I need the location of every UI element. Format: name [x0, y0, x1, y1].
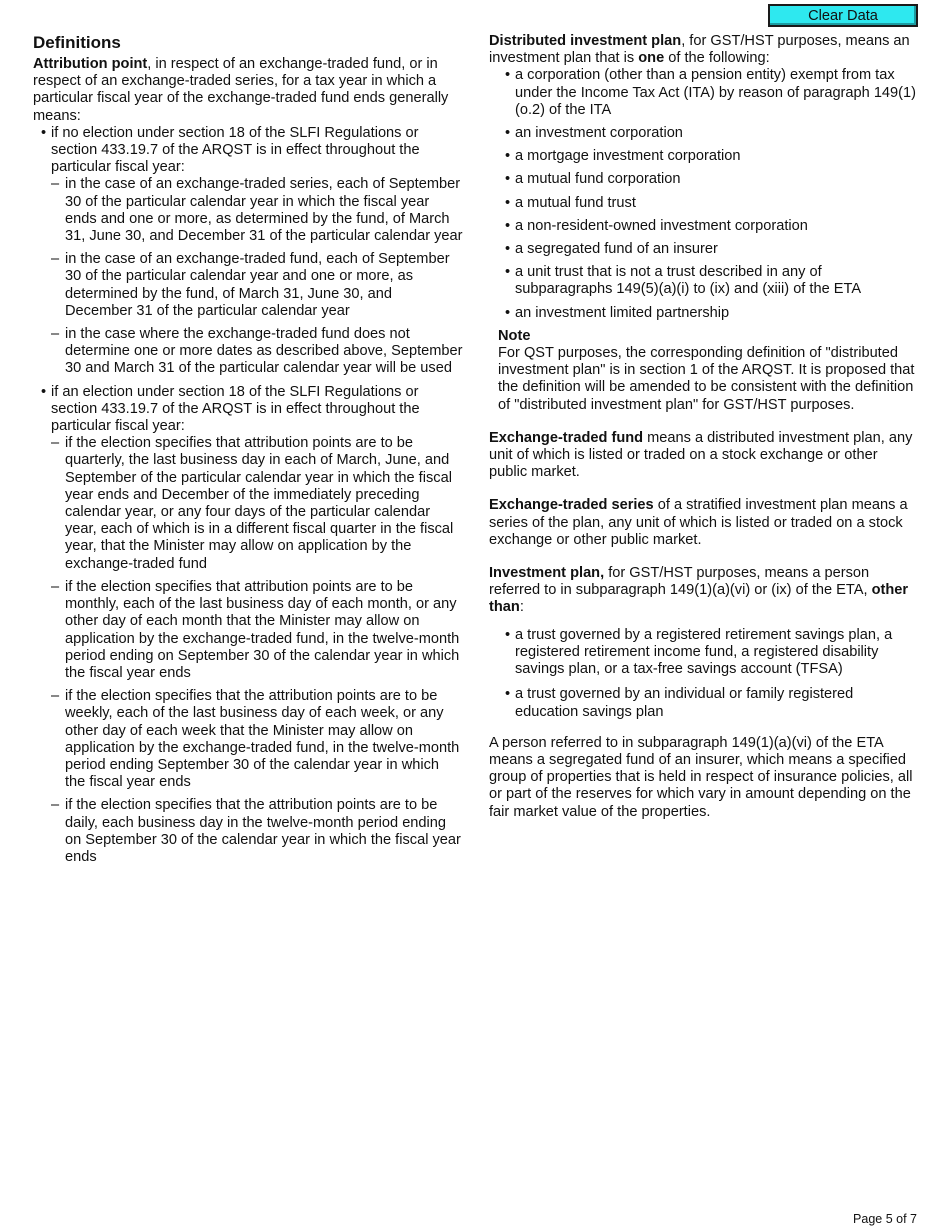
ip-term: Investment plan, — [489, 565, 605, 582]
list-item: • a mortgage investment corporation — [497, 148, 919, 165]
no-election-subitems — [51, 176, 463, 377]
distributed-investment-plan-definition: Distributed investment plan, for GST/HST purposes, means an investment plan that is one of the following: — [489, 33, 910, 67]
dip-list — [489, 67, 919, 321]
sub-item: – if the election specifies that attribution points are to be monthly, each of the last business day of each month, or any other day of each month that the Minister may allow on application by the exchange-traded fund, in the twelve-month period ending on September 30 of the calendar year in which the fiscal year ends — [51, 579, 463, 682]
note-title: Note — [498, 327, 531, 344]
attribution-cases-list — [33, 125, 463, 866]
sub-item: – in the case of an exchange-traded fund, each of September 30 of the particular calendar year and one or more, as determined by the fund, of March 31, June 30, and December 31 of the particular calendar year — [51, 251, 463, 320]
sub-item: – in the case of an exchange-traded series, each of September 30 of the particular calendar year in which the fiscal year ends and one or more, as determined by the fund, of March 31, June 30, and December 31 of the particular calendar year — [51, 176, 463, 245]
definitions-heading: Definitions — [33, 33, 121, 52]
sub-item: – if the election specifies that the attribution points are to be daily, each business day in the twelve-month period ending on September 30 of the calendar year in which the fiscal year ends — [51, 797, 463, 866]
list-item: • a corporation (other than a pension entity) exempt from tax under the Income Tax Act (ITA) by reason of paragraph 149(1)(o.2) of the ITA — [497, 67, 919, 119]
exchange-traded-series-definition: Exchange-traded series of a stratified investment plan means a series of the plan, any unit of which is listed or traded on a stock exchange or other public market. — [489, 497, 908, 548]
case-text: if no election under section 18 of the SLFI Regulations or section 433.19.7 of the ARQST is in effect throughout the particular fiscal year: — [51, 124, 420, 176]
attribution-point-definition — [33, 56, 463, 125]
case-text: if an election under section 18 of the SLFI Regulations or section 433.19.7 of the ARQST is in effect throughout the particular fiscal year: — [51, 383, 420, 435]
attribution-case-election — [33, 384, 463, 866]
exchange-traded-fund-definition: Exchange-traded fund means a distributed investment plan, any unit of which is listed or traded on a stock exchange or other public market. — [489, 429, 913, 481]
ip-exclusions-list — [489, 627, 919, 721]
list-item: • an investment limited partnership — [497, 305, 919, 322]
list-item: • a segregated fund of an insurer — [497, 241, 919, 258]
segregated-fund-paragraph: A person referred to in subparagraph 149(1)(a)(vi) of the ETA means a segregated fund of an insurer, which means a specified group of properties that is held in respect of insurance policies, all or part of the reserves for which vary in amount depending on the fair market value of the properties. — [489, 734, 913, 820]
attribution-point-intro: , in respect of an exchange-traded fund, or in respect of an exchange-traded series, for a tax year in which a particular fiscal year of the exchange-traded fund ends generally means: — [33, 56, 449, 124]
ets-term: Exchange-traded series — [489, 497, 654, 514]
list-item: • a mutual fund trust — [497, 195, 919, 212]
investment-plan-definition: Investment plan, for GST/HST purposes, means a person referred to in subparagraph 149(1)(a)(vi) or (ix) of the ETA, other than: — [489, 565, 909, 616]
left-column — [33, 33, 463, 872]
attribution-point-term: Attribution point — [33, 56, 148, 72]
note-text: For QST purposes, the corresponding definition of "distributed investment plan" is in section 1 of the ARQST. It is proposed that the definition will be amended to be consistent with the definition of "distributed investment plan" for GST/HST purposes. — [498, 345, 915, 413]
attribution-case-no-election — [33, 125, 463, 378]
list-item: • a non-resident-owned investment corporation — [497, 218, 919, 235]
sub-item: – in the case where the exchange-traded fund does not determine one or more dates as described above, September 30 and March 31 of the particular calendar year will be used — [51, 326, 463, 378]
list-item: • an investment corporation — [497, 125, 919, 142]
clear-data-button[interactable]: Clear Data — [768, 4, 918, 27]
list-item: • a trust governed by an individual or family registered education savings plan — [497, 686, 919, 720]
right-column — [489, 33, 919, 821]
sub-item: – if the election specifies that attribution points are to be quarterly, the last business day in each of March, June, and September of the particular calendar year in which the fiscal year ends and December of the immediately preceding calendar year, or any four days of the particular calendar year, each of which is in a different fiscal quarter in the fiscal year, that the Minister may allow on application by the exchange-traded fund — [51, 435, 463, 573]
list-item: • a trust governed by a registered retirement savings plan, a registered retirement income fund, a registered disability savings plan, or a tax-free savings account (TFSA) — [497, 627, 919, 679]
list-item: • a unit trust that is not a trust described in any of subparagraphs 149(5)(a)(i) to (ix) and (xiii) of the ETA — [497, 264, 919, 298]
page-number: Page 5 of 7 — [853, 1212, 917, 1226]
list-item: • a mutual fund corporation — [497, 171, 919, 188]
dip-term: Distributed investment plan — [489, 33, 682, 49]
election-subitems — [51, 435, 463, 866]
etf-term: Exchange-traded fund — [489, 429, 644, 446]
sub-item: – if the election specifies that the attribution points are to be weekly, each of the last business day of each week, or any other day of each week that the Minister may allow on application by the exchange-traded fund, in the twelve-month period ending September 30 of the calendar year in which the fiscal year ends — [51, 688, 463, 791]
dip-note — [498, 328, 919, 414]
